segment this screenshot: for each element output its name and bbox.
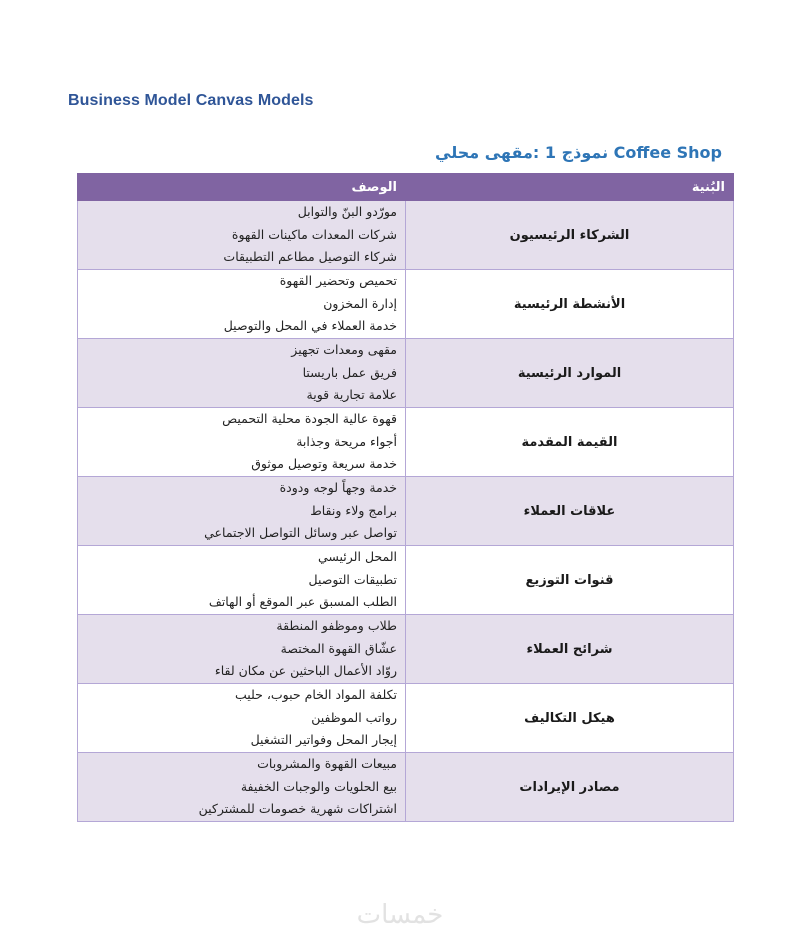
description-line: تحميص وتحضير القهوة	[279, 273, 397, 289]
business-model-canvas-table	[77, 173, 734, 822]
block-description	[78, 201, 406, 270]
block-name: قنوات التوزيع	[406, 546, 734, 615]
description-line: علامة تجارية قوية	[306, 387, 397, 403]
description-line: تواصل عبر وسائل التواصل الاجتماعي	[204, 525, 397, 541]
block-name: القيمة المقدمة	[406, 408, 734, 477]
description-line: قهوة عالية الجودة محلية التحميص	[222, 411, 397, 427]
block-description	[78, 270, 406, 339]
description-line: تطبيقات التوصيل	[308, 571, 397, 587]
header-description: الوصف	[78, 174, 406, 201]
description-line: مورّدو البنّ والتوابل	[297, 204, 397, 220]
block-name: الموارد الرئيسية	[406, 339, 734, 408]
block-description	[78, 546, 406, 615]
description-line: أجواء مريحة وجذابة	[296, 433, 397, 449]
description-line: مبيعات القهوة والمشروبات	[257, 756, 397, 772]
description-line: خدمة العملاء في المحل والتوصيل	[223, 318, 397, 334]
document-heading: Business Model Canvas Models	[68, 92, 314, 109]
table-row	[78, 201, 734, 270]
description-line: إدارة المخزون	[323, 295, 397, 311]
description-line: إيجار المحل وفواتير التشغيل	[250, 732, 397, 748]
block-description	[78, 477, 406, 546]
description-line: روّاد الأعمال الباحثين عن مكان لقاء	[214, 663, 397, 679]
description-line: شركات المعدات ماكينات القهوة	[231, 226, 397, 242]
table-row	[78, 339, 734, 408]
description-line: عشّاق القهوة المختصة	[280, 640, 397, 656]
description-line: اشتراكات شهرية خصومات للمشتركين	[198, 801, 397, 817]
block-name: مصادر الإيرادات	[406, 753, 734, 822]
block-name: الأنشطة الرئيسية	[406, 270, 734, 339]
table-row	[78, 477, 734, 546]
table-row	[78, 270, 734, 339]
block-description	[78, 615, 406, 684]
description-line: شركاء التوصيل مطاعم التطبيقات	[223, 249, 397, 265]
block-description	[78, 684, 406, 753]
block-name: شرائح العملاء	[406, 615, 734, 684]
description-line: المحل الرئيسي	[317, 549, 397, 565]
header-structure: البُنية	[406, 174, 734, 201]
description-line: خدمة سريعة وتوصيل موثوق	[251, 456, 397, 472]
description-line: فريق عمل باريستا	[302, 364, 397, 380]
description-line: الطلب المسبق عبر الموقع أو الهاتف	[208, 594, 397, 610]
table-row	[78, 408, 734, 477]
description-line: طلاب وموظفو المنطقة	[276, 618, 397, 634]
table-row	[78, 753, 734, 822]
table-row	[78, 684, 734, 753]
description-line: برامج ولاء ونقاط	[310, 502, 397, 518]
watermark-logo: خمسات	[356, 900, 444, 930]
model-title: Coffee Shop نموذج 1 :مقهى محلي	[435, 143, 722, 162]
block-name: علاقات العملاء	[406, 477, 734, 546]
description-line: تكلفة المواد الخام حبوب، حليب	[234, 687, 397, 703]
block-description	[78, 339, 406, 408]
table-header-row	[78, 174, 734, 201]
description-line: مقهى ومعدات تجهيز	[291, 342, 397, 358]
table-row	[78, 615, 734, 684]
description-line: رواتب الموظفين	[311, 709, 397, 725]
block-name: الشركاء الرئيسيون	[406, 201, 734, 270]
description-line: خدمة وجهاً لوجه ودودة	[279, 480, 397, 496]
description-line: بيع الحلويات والوجبات الخفيفة	[240, 778, 397, 794]
table-row	[78, 546, 734, 615]
block-name: هيكل التكاليف	[406, 684, 734, 753]
block-description	[78, 753, 406, 822]
block-description	[78, 408, 406, 477]
